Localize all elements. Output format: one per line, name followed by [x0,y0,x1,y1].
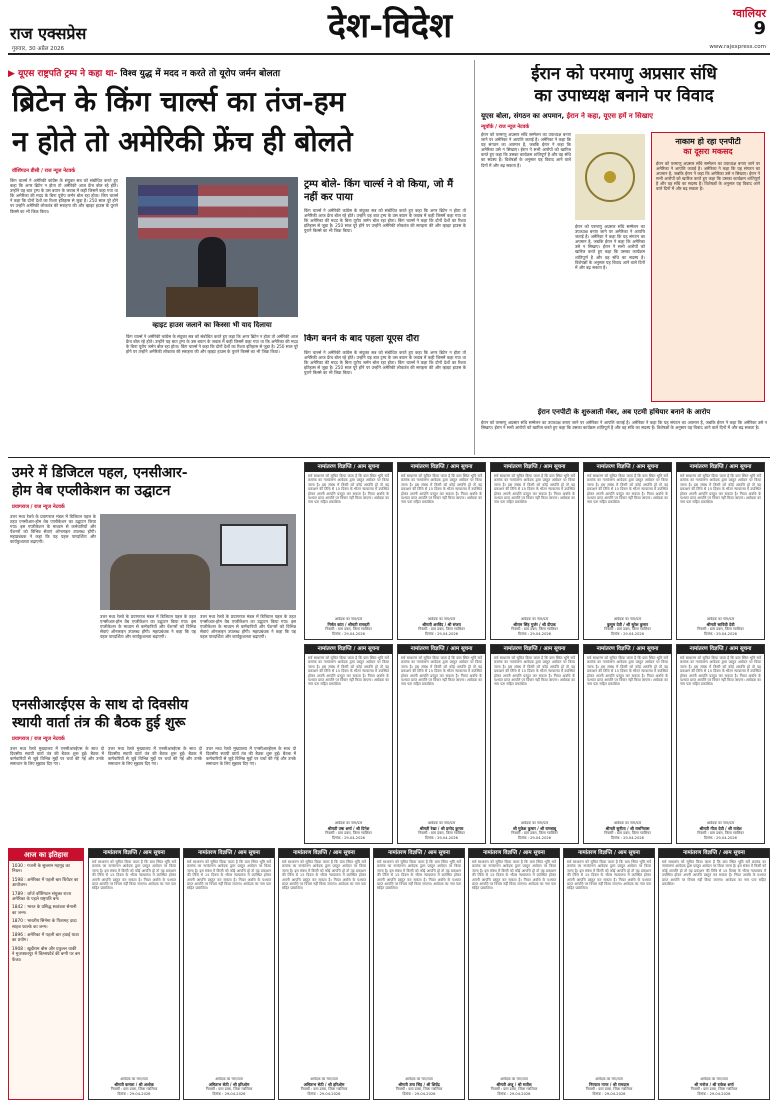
notice-header: नामांतरण विज्ञप्ति / आम सूचना [491,645,578,654]
notice-header: नामांतरण विज्ञप्ति / आम सूचना [89,849,179,858]
notice-header: नामांतरण विज्ञप्ति / आम सूचना [279,849,369,858]
notice-applicant-label: आवेदक का नाम/पता [427,617,456,621]
notice-header: नामांतरण विज्ञप्ति / आम सूचना [469,849,559,858]
notice-box [397,644,486,844]
notice-date: दिनांक : 29-04-2026 [307,1092,341,1096]
notice-applicant-label: आवेदक का नाम/पता [520,617,549,621]
people-graphic [110,554,210,610]
history-item: 1842 : भारत के प्रसिद्ध स्वतंत्रता सेनानी का जन्म। [12,905,77,916]
notice-signature [92,1077,176,1097]
notice-signature [282,1077,366,1097]
history-item: 1908 : खुदीराम बोस और प्रफुल्ल चाकी ने मुजफ्फरपुर में किंग्सफोर्ड की बग्गी पर बम फेंका। [12,946,80,963]
notice-body: सर्व साधारण को सूचित किया जाता है कि ग्राम स्थित भूमि सर्वे क्रमांक का नामांतरण आवेदक द्वारा प्रस्तुत आवेदन पर किया जाना है। इस संबंध में किसी को कोई आपत्ति हो तो वह प्रकाशन की तिथि से 15 दिवस के भीतर न्यायालय में उपस्थित होकर अपनी आपत्ति प्रस्तुत कर सकता है। नियत अवधि के पश्चात प्राप्त आपत्ति पर विचार नहीं किया जाएगा। आवेदक का नाम पता सहित प्रकाशित। [401,474,482,505]
notice-box [490,462,579,640]
notice-box [304,462,393,640]
notice-applicant-label: आवेदक का नाम/पता [500,1077,528,1081]
notice-address: निवासी : ग्राम डबरा, जिला ग्वालियर [325,627,372,631]
notice-name: श्रीमती अरविंद / श्री संजय [422,622,461,627]
notice-address: निवासी : ग्राम डबरा, जिला ग्वालियर [300,1087,348,1091]
notice-signature [308,617,389,637]
city-label: ग्वालियर [732,7,766,20]
podium [166,287,258,317]
notice-signature [680,617,761,637]
notice-applicant-label: आवेदक का नाम/पता [120,1077,148,1081]
notice-applicant-label: आवेदक का नाम/पता [706,617,735,621]
lead-body-col-2: किंग चार्ल्स ने अमेरिकी कांग्रेस के संयुक्त सत्र को संबोधित करते हुए कहा कि अगर ब्रिटेन न होता तो अमेरिकी आज फ्रेंच बोल रहे होते। उन्होंने यह बात ट्रम्प के उस बयान के जवाब में कही जिसमें कहा गया था कि अमेरिका की मदद के बिना यूरोप जर्मन बोल रहा होता। किंग चार्ल्स ने कहा कि दोनों देशों का रिश्ता इतिहास से जुड़ा है। 250 साल पूरे होने पर उन्होंने अमेरिकी लोकतंत्र की सराहना की और व्हाइट हाउस के पुराने किस्से का भी जिक्र किया। [126,334,298,355]
notice-name: श्रीमती गीता देवी / श्री राजेश [699,826,742,831]
notice-address: निवासी : ग्राम डबरा, जिला ग्वालियर [490,1087,538,1091]
notice-date: दिनांक : 29-04-2026 [611,632,644,636]
notice-signature [377,1077,461,1097]
notice-body: सर्व साधारण को सूचित किया जाता है कि ग्राम स्थित भूमि सर्वे क्रमांक का नामांतरण आवेदक द्वारा प्रस्तुत आवेदन पर किया जाना है। इस संबंध में किसी को कोई आपत्ति हो तो वह प्रकाशन की तिथि से 15 दिवस के भीतर न्यायालय में उपस्थित होकर अपनी आपत्ति प्रस्तुत कर सकता है। नियत अवधि के पश्चात प्राप्त आपत्ति पर विचार नहीं किया जाएगा। आवेदक का नाम पता सहित प्रकाशित। [494,474,575,505]
digital-body-col-3: उत्तर मध्य रेलवे के प्रयागराज मंडल में डिजिटल पहल के तहत एनसीआर-होम वेब एप्लीकेशन का उद्घाटन किया गया। इस एप्लीकेशन के माध्यम से कर्मचारियों और पेंशनरों को विभिन्न सेवाएं ऑनलाइन उपलब्ध होंगी। महाप्रबंधक ने कहा कि यह पहल पारदर्शिता और कार्यकुशलता बढ़ाएगी। [200,614,296,640]
notice-signature [472,1077,556,1097]
website-link[interactable]: www.rajexpress.com [709,44,766,50]
npt-sidebar-body: ईरान को परमाणु अप्रसार संधि सम्मेलन का उपाध्यक्ष बनाए जाने पर अमेरिका ने आपत्ति जताई है। अमेरिका ने कहा कि यह संगठन का अपमान है, जबकि ईरान ने कहा कि अमेरिका उसे न सिखाए। ईरान ने सभी आरोपों को खारिज करते हुए कहा कि उसका कार्यक्रम शांतिपूर्ण है और वह संधि का सदस्य है। विशेषज्ञों के अनुसार यह विवाद आने वाले दिनों में और बढ़ सकता है। [656,161,760,192]
notice-body: सर्व साधारण को सूचित किया जाता है कि ग्राम स्थित भूमि सर्वे क्रमांक का नामांतरण आवेदक द्वारा प्रस्तुत आवेदन पर किया जाना है। इस संबंध में किसी को कोई आपत्ति हो तो वह प्रकाशन की तिथि से 15 दिवस के भीतर न्यायालय में उपस्थित होकर अपनी आपत्ति प्रस्तुत कर सकता है। नियत अवधि के पश्चात प्राप्त आपत्ति पर विचार नहीं किया जाएगा। आवेदक का नाम पता सहित प्रकाशित। [662,860,766,887]
notice-box [676,462,765,640]
notice-header: नामांतरण विज्ञप्ति / आम सूचना [584,463,671,472]
iran-bottom-head: ईरान एनपीटी के शुरुआती मेंबर, अब एटमी हथियार बनाने के आरोप [537,408,711,416]
notice-body: सर्व साधारण को सूचित किया जाता है कि ग्राम स्थित भूमि सर्वे क्रमांक का नामांतरण आवेदक द्वारा प्रस्तुत आवेदन पर किया जाना है। इस संबंध में किसी को कोई आपत्ति हो तो वह प्रकाशन की तिथि से 15 दिवस के भीतर न्यायालय में उपस्थित होकर अपनी आपत्ति प्रस्तुत कर सकता है। नियत अवधि के पश्चात प्राप्त आपत्ति पर विचार नहीं किया जाएगा। आवेदक का नाम पता सहित प्रकाशित। [377,860,461,891]
notice-header: नामांतरण विज्ञप्ति / आम सूचना [305,645,392,654]
history-item: 1598 : अमेरिका में पहली बार थियेटर का आयोजन। [12,877,79,889]
notice-date: दिनांक : 29-04-2026 [332,632,365,636]
notice-body: सर्व साधारण को सूचित किया जाता है कि ग्राम स्थित भूमि सर्वे क्रमांक का नामांतरण आवेदक द्वारा प्रस्तुत आवेदन पर किया जाना है। इस संबंध में किसी को कोई आपत्ति हो तो वह प्रकाशन की तिथि से 15 दिवस के भीतर न्यायालय में उपस्थित होकर अपनी आपत्ति प्रस्तुत कर सकता है। नियत अवधि के पश्चात प्राप्त आपत्ति पर विचार नहीं किया जाएगा। आवेदक का नाम पता सहित प्रकाशित। [187,860,271,891]
notice-address: निवासी : ग्राम डबरा, जिला ग्वालियर [511,831,558,835]
notice-header: नामांतरण विज्ञप्ति / आम सूचना [584,645,671,654]
notice-address: निवासी : ग्राम डबरा, जिला ग्वालियर [205,1087,253,1091]
masthead [0,0,778,58]
notice-applicant-label: आवेदक का नाम/पता [700,1077,728,1081]
lead-photo [126,177,298,317]
digital-headline-2: होम वेब एप्लीकेशन का उद्घाटन [12,483,171,499]
notice-header: नामांतरण विज्ञप्ति / आम सूचना [564,849,654,858]
notice-body: सर्व साधारण को सूचित किया जाता है कि ग्राम स्थित भूमि सर्वे क्रमांक का नामांतरण आवेदक द्वारा प्रस्तुत आवेदन पर किया जाना है। इस संबंध में किसी को कोई आपत्ति हो तो वह प्रकाशन की तिथि से 15 दिवस के भीतर न्यायालय में उपस्थित होकर अपनी आपत्ति प्रस्तुत कर सकता है। नियत अवधि के पश्चात प्राप्त आपत्ति पर विचार नहीं किया जाएगा। आवेदक का नाम पता सहित प्रकाशित। [567,860,651,891]
history-item: 1030 : गजनी के सुल्तान महमूद का निधन। [12,864,70,875]
iran-headline-2: का उपाध्यक्ष बनाने पर विवाद [534,86,714,106]
notice-applicant-label: आवेदक का नाम/पता [613,821,642,825]
npt-sidebar-title-1: नाकाम हो रहा एनपीटी [675,137,741,146]
digital-headline-1: उमरे में डिजिटल पहल, एनसीआर- [12,465,188,481]
npt-sidebar [651,132,765,402]
notice-date: दिनांक : 29-04-2026 [592,1092,626,1096]
notice-box [490,644,579,844]
digital-byline: प्रयागराज / राज न्यूज नेटवर्क [12,504,65,510]
lead-headline-2: न होते तो अमेरिकी फ्रेंच ही बोलते [12,125,353,158]
history-box [8,848,84,1100]
notice-address: निवासी : ग्राम डबरा, जिला ग्वालियर [325,831,372,835]
notice-box [583,644,672,844]
ncr-headline-2: स्थायी वार्ता तंत्र की बैठक हुई शुरू [12,715,186,731]
notice-applicant-label: आवेदक का नाम/पता [520,821,549,825]
notice-name: श्रीमती उमा सिंह / श्री शिवेंद्र [398,1082,440,1087]
notice-box [304,644,393,844]
paper-name: राज एक्सप्रेस [10,24,87,43]
notice-box [397,462,486,640]
notice-signature [494,821,575,841]
ncr-body-col-2: उत्तर मध्य रेलवे मुख्यालय में एनसीआरईएस के साथ दो दिवसीय स्थायी वार्ता तंत्र की बैठक शुरू हुई। बैठक में कर्मचारियों से जुड़े विभिन्न मुद्दों पर चर्चा की गई और उनके समाधान के लिए सुझाव दिए गए। [108,746,202,767]
digital-body-col: उत्तर मध्य रेलवे के प्रयागराज मंडल में डिजिटल पहल के तहत एनसीआर-होम वेब एप्लीकेशन का उद्घाटन किया गया। इस एप्लीकेशन के माध्यम से कर्मचारियों और पेंशनरों को विभिन्न सेवाएं ऑनलाइन उपलब्ध होंगी। महाप्रबंधक ने कहा कि यह पहल पारदर्शिता और कार्यकुशलता बढ़ाएगी। [10,514,96,545]
section-title: देश-विदेश [327,6,453,46]
notice-date: दिनांक : 29-04-2026 [425,632,458,636]
notice-date: दिनांक : 29-04-2026 [697,1092,731,1096]
screen-graphic [220,524,288,566]
notice-name: निर्मल कांत / श्रीमती रामवती [327,622,370,627]
lead-kicker: ▶ यूएस राष्ट्रपति ट्रम्प ने कहा था- विश्व युद्ध में मदद न करते तो यूरोप जर्मन बोलता [8,69,281,79]
notice-name: श्रीराम सिंह गुर्जर / श्री दीपक [513,622,556,627]
notice-address: निवासी : ग्राम डबरा, जिला ग्वालियर [604,831,651,835]
notice-header: नामांतरण विज्ञप्ति / आम सूचना [374,849,464,858]
iran-bottom-body: ईरान को परमाणु अप्रसार संधि सम्मेलन का उपाध्यक्ष बनाए जाने पर अमेरिका ने आपत्ति जताई है। अमेरिका ने कहा कि यह संगठन का अपमान है, जबकि ईरान ने कहा कि अमेरिका उसे न सिखाए। ईरान ने सभी आरोपों को खारिज करते हुए कहा कि उसका कार्यक्रम शांतिपूर्ण है और वह संधि का सदस्य है। विशेषज्ञों के अनुसार यह विवाद आने वाले दिनों में और बढ़ सकता है। [481,420,767,431]
notice-signature [587,821,668,841]
notice-date: दिनांक : 29-04-2026 [402,1092,436,1096]
notice-applicant-label: आवेदक का नाम/पता [405,1077,433,1081]
notice-signature [187,1077,271,1097]
iran-story [474,60,770,455]
notice-name: श्रीमती कमला / श्री अशोक [114,1082,154,1087]
notice-date: दिनांक : 29-04-2026 [425,836,458,840]
iran-subhead-accent: ईरान ने कहा, यूएस हमें न सिखाए [566,112,654,120]
notice-body: सर्व साधारण को सूचित किया जाता है कि ग्राम स्थित भूमि सर्वे क्रमांक का नामांतरण आवेदक द्वारा प्रस्तुत आवेदन पर किया जाना है। इस संबंध में किसी को कोई आपत्ति हो तो वह प्रकाशन की तिथि से 15 दिवस के भीतर न्यायालय में उपस्थित होकर अपनी आपत्ति प्रस्तुत कर सकता है। नियत अवधि के पश्चात प्राप्त आपत्ति पर विचार नहीं किया जाएगा। आवेदक का नाम पता सहित प्रकाशित। [308,474,389,505]
flag-canton [138,185,198,215]
notice-header: नामांतरण विज्ञप्ति / आम सूचना [659,849,769,858]
notice-date: दिनांक : 29-04-2026 [332,836,365,840]
notice-signature [308,821,389,841]
history-item: 1789 : जॉर्ज वॉशिंगटन संयुक्त राज्य अमेरिका के पहले राष्ट्रपति बने। [12,891,72,903]
section-rule [8,457,770,458]
notice-applicant-label: आवेदक का नाम/पता [613,617,642,621]
ncr-body-col: उत्तर मध्य रेलवे मुख्यालय में एनसीआरईएस के साथ दो दिवसीय स्थायी वार्ता तंत्र की बैठक शुरू हुई। बैठक में कर्मचारियों से जुड़े विभिन्न मुद्दों पर चर्चा की गई और उनके समाधान के लिए सुझाव दिए गए। [10,746,104,767]
notice-box [278,848,370,1100]
notice-name: श्रीमती सावित्री देवी [706,622,735,627]
iran-subhead [481,112,767,121]
notice-date: दिनांक : 29-04-2026 [704,836,737,840]
ncr-story [8,694,300,844]
notice-body: सर्व साधारण को सूचित किया जाता है कि ग्राम स्थित भूमि सर्वे क्रमांक का नामांतरण आवेदक द्वारा प्रस्तुत आवेदन पर किया जाना है। इस संबंध में किसी को कोई आपत्ति हो तो वह प्रकाशन की तिथि से 15 दिवस के भीतर न्यायालय में उपस्थित होकर अपनी आपत्ति प्रस्तुत कर सकता है। नियत अवधि के पश्चात प्राप्त आपत्ति पर विचार नहीं किया जाएगा। आवेदक का नाम पता सहित प्रकाशित। [680,474,761,505]
notice-body: सर्व साधारण को सूचित किया जाता है कि ग्राम स्थित भूमि सर्वे क्रमांक का नामांतरण आवेदक द्वारा प्रस्तुत आवेदन पर किया जाना है। इस संबंध में किसी को कोई आपत्ति हो तो वह प्रकाशन की तिथि से 15 दिवस के भीतर न्यायालय में उपस्थित होकर अपनी आपत्ति प्रस्तुत कर सकता है। नियत अवधि के पश्चात प्राप्त आपत्ति पर विचार नहीं किया जाएगा। आवेदक का नाम पता सहित प्रकाशित। [282,860,366,891]
notice-address: निवासी : ग्राम डबरा, जिला ग्वालियर [395,1087,443,1091]
history-list [9,861,83,969]
notice-applicant-label: आवेदक का नाम/पता [334,821,363,825]
notice-header: नामांतरण विज्ञप्ति / आम सूचना [398,463,485,472]
notice-box [676,644,765,844]
lead-byline: वॉशिंगटन डीसी / राज न्यूज नेटवर्क [12,168,76,174]
notice-body: सर्व साधारण को सूचित किया जाता है कि ग्राम स्थित भूमि सर्वे क्रमांक का नामांतरण आवेदक द्वारा प्रस्तुत आवेदन पर किया जाना है। इस संबंध में किसी को कोई आपत्ति हो तो वह प्रकाशन की तिथि से 15 दिवस के भीतर न्यायालय में उपस्थित होकर अपनी आपत्ति प्रस्तुत कर सकता है। नियत अवधि के पश्चात प्राप्त आपत्ति पर विचार नहीं किया जाएगा। आवेदक का नाम पता सहित प्रकाशित। [494,656,575,687]
notice-body: सर्व साधारण को सूचित किया जाता है कि ग्राम स्थित भूमि सर्वे क्रमांक का नामांतरण आवेदक द्वारा प्रस्तुत आवेदन पर किया जाना है। इस संबंध में किसी को कोई आपत्ति हो तो वह प्रकाशन की तिथि से 15 दिवस के भीतर न्यायालय में उपस्थित होकर अपनी आपत्ति प्रस्तुत कर सकता है। नियत अवधि के पश्चात प्राप्त आपत्ति पर विचार नहीं किया जाएगा। आवेदक का नाम पता सहित प्रकाशित। [401,656,482,687]
notice-address: निवासी : ग्राम डबरा, जिला ग्वालियर [697,627,744,631]
history-item: 1896 : अमेरिका में पहली बार हवाई यात्रा का प्रयोग। [12,933,79,944]
page-number: 9 [753,18,766,39]
iran-byline: न्यूयॉर्क / राज न्यूज नेटवर्क [481,124,530,130]
lead-headline-1: ब्रिटेन के किंग चार्ल्स का तंज-हम [12,85,346,118]
notice-address: निवासी : ग्राम डबरा, जिला ग्वालियर [110,1087,158,1091]
notice-date: दिनांक : 29-04-2026 [497,1092,531,1096]
notice-address: निवासी : ग्राम डबरा, जिला ग्वालियर [585,1087,633,1091]
ncr-headline-1: एनसीआरईएस के साथ दो दिवसीय [12,697,189,713]
atom-core [604,171,616,183]
notice-name: श्रीमती अंजू / श्री सतीश [496,1082,532,1087]
lead-kicker-accent: यूएस राष्ट्रपति ट्रम्प ने कहा था- [18,69,118,79]
notice-name: श्रीमती रेखा / श्री प्रमोद कुमार [419,826,464,831]
notice-name: श्री मुकेश कुमार / श्री रामबाबू [512,826,557,831]
notice-name: श्रीमती सुनीता / श्री रामनिवास [605,826,650,831]
notice-address: निवासी : ग्राम डबरा, जिला ग्वालियर [418,831,465,835]
notice-signature [401,821,482,841]
notice-header: नामांतरण विज्ञप्ति / आम सूचना [184,849,274,858]
notice-name: निरपाल नागर / श्री रामदास [589,1082,629,1087]
lead-body-col-3: किंग चार्ल्स ने अमेरिकी कांग्रेस के संयुक्त सत्र को संबोधित करते हुए कहा कि अगर ब्रिटेन न होता तो अमेरिकी आज फ्रेंच बोल रहे होते। उन्होंने यह बात ट्रम्प के उस बयान के जवाब में कही जिसमें कहा गया था कि अमेरिका की मदद के बिना यूरोप जर्मन बोल रहा होता। किंग चार्ल्स ने कहा कि दोनों देशों का रिश्ता इतिहास से जुड़ा है। 250 साल पूरे होने पर उन्होंने अमेरिकी लोकतंत्र की सराहना की और व्हाइट हाउस के पुराने किस्से का भी जिक्र किया। [304,208,466,234]
notice-address: निवासी : ग्राम डबरा, जिला ग्वालियर [511,627,558,631]
notice-body: सर्व साधारण को सूचित किया जाता है कि ग्राम स्थित भूमि सर्वे क्रमांक का नामांतरण आवेदक द्वारा प्रस्तुत आवेदन पर किया जाना है। इस संबंध में किसी को कोई आपत्ति हो तो वह प्रकाशन की तिथि से 15 दिवस के भीतर न्यायालय में उपस्थित होकर अपनी आपत्ति प्रस्तुत कर सकता है। नियत अवधि के पश्चात प्राप्त आपत्ति पर विचार नहीं किया जाएगा। आवेदक का नाम पता सहित प्रकाशित। [92,860,176,891]
notice-date: दिनांक : 29-04-2026 [611,836,644,840]
digital-photo [100,514,296,610]
notice-name: श्री मनोज / श्री राकेश शर्मा [694,1082,734,1087]
lead-story [8,60,468,455]
iran-headline-1: ईरान को परमाणु अप्रसार संधि [531,64,717,84]
notice-header: नामांतरण विज्ञप्ति / आम सूचना [491,463,578,472]
notice-box [468,848,560,1100]
notice-body: सर्व साधारण को सूचित किया जाता है कि ग्राम स्थित भूमि सर्वे क्रमांक का नामांतरण आवेदक द्वारा प्रस्तुत आवेदन पर किया जाना है। इस संबंध में किसी को कोई आपत्ति हो तो वह प्रकाशन की तिथि से 15 दिवस के भीतर न्यायालय में उपस्थित होकर अपनी आपत्ति प्रस्तुत कर सकता है। नियत अवधि के पश्चात प्राप्त आपत्ति पर विचार नहीं किया जाएगा। आवेदक का नाम पता सहित प्रकाशित। [472,860,556,891]
notice-body: सर्व साधारण को सूचित किया जाता है कि ग्राम स्थित भूमि सर्वे क्रमांक का नामांतरण आवेदक द्वारा प्रस्तुत आवेदन पर किया जाना है। इस संबंध में किसी को कोई आपत्ति हो तो वह प्रकाशन की तिथि से 15 दिवस के भीतर न्यायालय में उपस्थित होकर अपनी आपत्ति प्रस्तुत कर सकता है। नियत अवधि के पश्चात प्राप्त आपत्ति पर विचार नहीं किया जाएगा। आवेदक का नाम पता सहित प्रकाशित। [587,474,668,505]
iran-body-col: ईरान को परमाणु अप्रसार संधि सम्मेलन का उपाध्यक्ष बनाए जाने पर अमेरिका ने आपत्ति जताई है। अमेरिका ने कहा कि यह संगठन का अपमान है, जबकि ईरान ने कहा कि अमेरिका उसे न सिखाए। ईरान ने सभी आरोपों को खारिज करते हुए कहा कि उसका कार्यक्रम शांतिपूर्ण है और वह संधि का सदस्य है। विशेषज्ञों के अनुसार यह विवाद आने वाले दिनों में और बढ़ सकता है। [481,132,571,168]
notice-signature [680,821,761,841]
history-item: 1870 : भारतीय सिनेमा के पितामह दादा साहब फाल्के का जन्म। [12,919,77,930]
lead-body-col: किंग चार्ल्स ने अमेरिकी कांग्रेस के संयुक्त सत्र को संबोधित करते हुए कहा कि अगर ब्रिटेन न होता तो अमेरिकी आज फ्रेंच बोल रहे होते। उन्होंने यह बात ट्रम्प के उस बयान के जवाब में कही जिसमें कहा गया था कि अमेरिका की मदद के बिना यूरोप जर्मन बोल रहा होता। किंग चार्ल्स ने कहा कि दोनों देशों का रिश्ता इतिहास से जुड़ा है। 250 साल पूरे होने पर उन्होंने अमेरिकी लोकतंत्र की सराहना की और व्हाइट हाउस के पुराने किस्से का भी जिक्र किया। [10,178,118,214]
notice-name: श्रीमती उषा शर्मा / श्री दिनेश [327,826,370,831]
notice-signature [662,1077,766,1097]
history-title: आज का इतिहास [9,849,83,861]
notice-address: निवासी : ग्राम डबरा, जिला ग्वालियर [697,831,744,835]
digital-story [8,462,300,690]
notice-header: नामांतरण विज्ञप्ति / आम सूचना [677,645,764,654]
iran-subhead-text: यूएस बोला, संगठन का अपमान, [481,112,565,120]
notice-box [88,848,180,1100]
notice-address: निवासी : ग्राम डबरा, जिला ग्वालियर [604,627,651,631]
notice-box [583,462,672,640]
notice-address: निवासी : ग्राम डबरा, जिला ग्वालियर [418,627,465,631]
notice-header: नामांतरण विज्ञप्ति / आम सूचना [677,463,764,472]
notice-date: दिनांक : 29-04-2026 [518,632,551,636]
notice-body: सर्व साधारण को सूचित किया जाता है कि ग्राम स्थित भूमि सर्वे क्रमांक का नामांतरण आवेदक द्वारा प्रस्तुत आवेदन पर किया जाना है। इस संबंध में किसी को कोई आपत्ति हो तो वह प्रकाशन की तिथि से 15 दिवस के भीतर न्यायालय में उपस्थित होकर अपनी आपत्ति प्रस्तुत कर सकता है। नियत अवधि के पश्चात प्राप्त आपत्ति पर विचार नहीं किया जाएगा। आवेदक का नाम पता सहित प्रकाशित। [308,656,389,687]
notice-applicant-label: आवेदक का नाम/पता [595,1077,623,1081]
notice-box [563,848,655,1100]
notice-applicant-label: आवेदक का नाम/पता [427,821,456,825]
notice-header: नामांतरण विज्ञप्ति / आम सूचना [398,645,485,654]
lead-caption: व्हाइट हाउस जलाने का किस्सा भी याद दिलाया [152,321,272,329]
notice-box [373,848,465,1100]
ncr-body-col-3: उत्तर मध्य रेलवे मुख्यालय में एनसीआरईएस के साथ दो दिवसीय स्थायी वार्ता तंत्र की बैठक शुरू हुई। बैठक में कर्मचारियों से जुड़े विभिन्न मुद्दों पर चर्चा की गई और उनके समाधान के लिए सुझाव दिए गए। [206,746,296,767]
notice-name: कुसुम देवी / श्री सुरेश कुमार [606,622,649,627]
notice-date: दिनांक : 29-04-2026 [518,836,551,840]
notice-applicant-label: आवेदक का नाम/पता [706,821,735,825]
ncr-byline: प्रयागराज / राज न्यूज नेटवर्क [12,736,65,742]
notice-date: दिनांक : 29-04-2026 [212,1092,246,1096]
notice-date: दिनांक : 29-04-2026 [704,632,737,636]
notice-applicant-label: आवेदक का नाम/पता [310,1077,338,1081]
notice-signature [587,617,668,637]
notice-applicant-label: आवेदक का नाम/पता [334,617,363,621]
lead-box-body: किंग चार्ल्स ने अमेरिकी कांग्रेस के संयुक्त सत्र को संबोधित करते हुए कहा कि अगर ब्रिटेन न होता तो अमेरिकी आज फ्रेंच बोल रहे होते। उन्होंने यह बात ट्रम्प के उस बयान के जवाब में कही जिसमें कहा गया था कि अमेरिका की मदद के बिना यूरोप जर्मन बोल रहा होता। किंग चार्ल्स ने कहा कि दोनों देशों का रिश्ता इतिहास से जुड़ा है। 250 साल पूरे होने पर उन्होंने अमेरिकी लोकतंत्र की सराहना की और व्हाइट हाउस के पुराने किस्से का भी जिक्र किया। [304,350,466,376]
iran-body-col-2: ईरान को परमाणु अप्रसार संधि सम्मेलन का उपाध्यक्ष बनाए जाने पर अमेरिका ने आपत्ति जताई है। अमेरिका ने कहा कि यह संगठन का अपमान है, जबकि ईरान ने कहा कि अमेरिका उसे न सिखाए। ईरान ने सभी आरोपों को खारिज करते हुए कहा कि उसका कार्यक्रम शांतिपूर्ण है और वह संधि का सदस्य है। विशेषज्ञों के अनुसार यह विवाद आने वाले दिनों में और बढ़ सकता है। [575,224,645,270]
notice-box [183,848,275,1100]
lead-subhead: ट्रम्प बोले- किंग चार्ल्स ने वो किया, जो मैं नहीं कर पाया [304,179,454,203]
npt-sidebar-title-2: का दूसरा मकसद [683,147,733,156]
lead-kicker-rest: विश्व युद्ध में मदद न करते तो यूरोप जर्मन बोलता [120,69,281,79]
notice-name: अमिताभ सेठी / श्री हरिओम [208,1082,250,1087]
notice-signature [494,617,575,637]
masthead-rule [8,53,770,55]
notice-address: निवासी : ग्राम डबरा, जिला ग्वालियर [690,1087,738,1091]
notice-signature [401,617,482,637]
edition-date: गुरुवार, 30 अप्रैल 2026 [12,46,65,52]
notice-applicant-label: आवेदक का नाम/पता [215,1077,243,1081]
notice-name: अमिताभ सेठी / श्री हरिओम [303,1082,345,1087]
notice-body: सर्व साधारण को सूचित किया जाता है कि ग्राम स्थित भूमि सर्वे क्रमांक का नामांतरण आवेदक द्वारा प्रस्तुत आवेदन पर किया जाना है। इस संबंध में किसी को कोई आपत्ति हो तो वह प्रकाशन की तिथि से 15 दिवस के भीतर न्यायालय में उपस्थित होकर अपनी आपत्ति प्रस्तुत कर सकता है। नियत अवधि के पश्चात प्राप्त आपत्ति पर विचार नहीं किया जाएगा। आवेदक का नाम पता सहित प्रकाशित। [587,656,668,687]
iran-photo [575,134,645,220]
notice-date: दिनांक : 29-04-2026 [117,1092,151,1096]
digital-body-col-2: उत्तर मध्य रेलवे के प्रयागराज मंडल में डिजिटल पहल के तहत एनसीआर-होम वेब एप्लीकेशन का उद्घाटन किया गया। इस एप्लीकेशन के माध्यम से कर्मचारियों और पेंशनरों को विभिन्न सेवाएं ऑनलाइन उपलब्ध होंगी। महाप्रबंधक ने कहा कि यह पहल पारदर्शिता और कार्यकुशलता बढ़ाएगी। [100,614,196,640]
notice-box [658,848,770,1100]
notice-body: सर्व साधारण को सूचित किया जाता है कि ग्राम स्थित भूमि सर्वे क्रमांक का नामांतरण आवेदक द्वारा प्रस्तुत आवेदन पर किया जाना है। इस संबंध में किसी को कोई आपत्ति हो तो वह प्रकाशन की तिथि से 15 दिवस के भीतर न्यायालय में उपस्थित होकर अपनी आपत्ति प्रस्तुत कर सकता है। नियत अवधि के पश्चात प्राप्त आपत्ति पर विचार नहीं किया जाएगा। आवेदक का नाम पता सहित प्रकाशित। [680,656,761,687]
lead-box-head: किंग बनने के बाद पहला यूएस दौरा [304,334,420,344]
notice-signature [567,1077,651,1097]
notice-header: नामांतरण विज्ञप्ति / आम सूचना [305,463,392,472]
